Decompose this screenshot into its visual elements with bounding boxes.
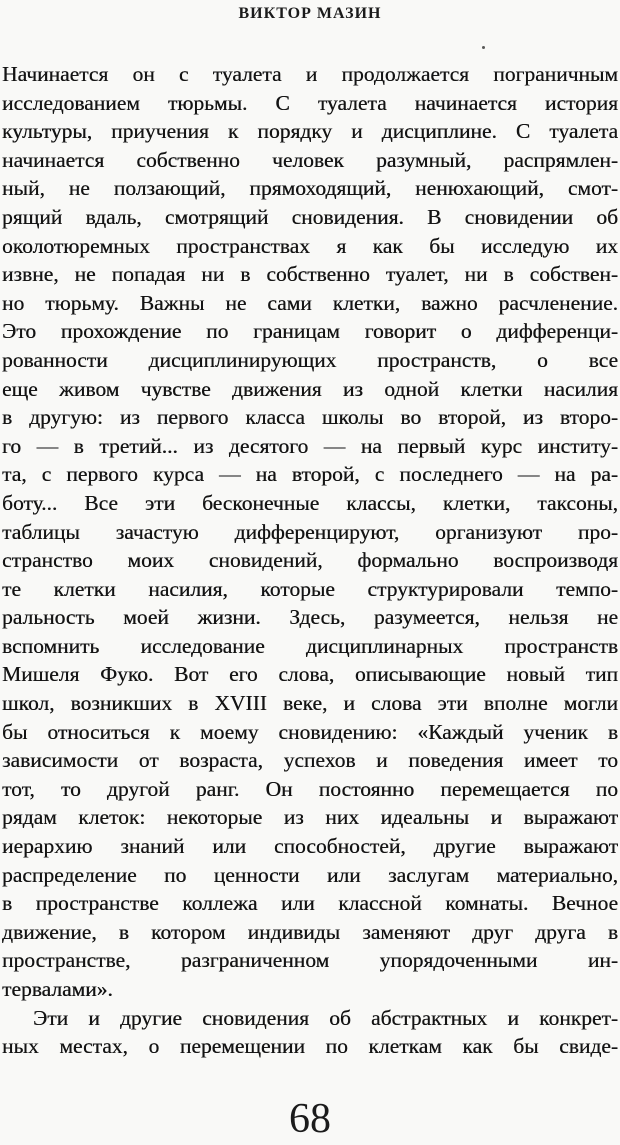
text-line: Это прохождение по границам говорит о дифференци-: [2, 319, 618, 344]
text-line: движение, в котором индивиды заменяют друг друга в: [2, 919, 618, 944]
page-number: 68: [289, 1096, 331, 1142]
text-line: распределение по ценности или заслугам материально,: [2, 862, 618, 887]
text-line: ральность моей жизни. Здесь, разумеется, нельзя не: [2, 605, 618, 630]
text-line: рящий вдаль, смотрящий сновидения. В сновидении об: [2, 204, 618, 229]
text-line: культуры, приучения к порядку и дисциплине. С туалета: [2, 119, 618, 144]
text-line: тервалами».: [2, 977, 113, 1001]
text-line: еще живом чувстве движения из одной клетки насилия: [2, 376, 618, 401]
text-line: го — в третий... из десятого — на первый курс институ-: [2, 433, 618, 458]
text-line: в другую: из первого класса школы во второй, из второ-: [2, 405, 618, 430]
text-line: извне, не попадая ни в собственно туалет, ни в собствен-: [2, 262, 618, 287]
running-header: ВИКТОР МАЗИН: [238, 5, 382, 22]
text-line: боту... Все эти бесконечные классы, клетки, таксоны,: [2, 490, 618, 515]
text-line: зависимости от возраста, успехов и поведения имеет то: [2, 748, 618, 773]
text-line: таблицы зачастую дифференцируют, организуют про-: [2, 519, 618, 544]
text-line: начинается собственно человек разумный, распрямлен-: [2, 147, 618, 172]
text-line: пространстве, разграниченном упорядоченными ин-: [2, 948, 618, 973]
text-line: рядам клеток: некоторые из них идеальны и выражают: [2, 805, 618, 830]
text-line: исследованием тюрьмы. С туалета начинается история: [2, 90, 618, 115]
text-line: иерархию знаний или способностей, другие выражают: [2, 834, 618, 859]
text-line: те клетки насилия, которые структурировали темпо-: [2, 576, 618, 601]
text-line: школ, возникших в XVIII веке, и слова эти вполне могли: [2, 691, 618, 716]
text-line: в пространстве коллежа или классной комнаты. Вечное: [2, 891, 618, 916]
text-line: ный, не ползающий, прямоходящий, ненюхающий, смот-: [2, 176, 618, 201]
text-line: околотюремных пространствах я как бы исследую их: [2, 233, 618, 258]
text-line: та, с первого курса — на второй, с последнего — на ра-: [2, 462, 618, 487]
scan-artifact-dot: [482, 46, 485, 49]
body-text: [0, 60, 620, 1061]
text-line: Мишеля Фуко. Вот его слова, описывающие новый тип: [2, 662, 618, 687]
text-line: Эти и другие сновидения об абстрактных и конкрет-: [33, 1005, 618, 1030]
text-line: вспомнить исследование дисциплинарных пространств: [2, 633, 618, 658]
text-line: странство моих сновидений, формально воспроизводя: [2, 548, 618, 573]
text-line: тот, то другой ранг. Он постоянно перемещается по: [2, 776, 618, 801]
text-line: Начинается он с туалета и продолжается пограничным: [2, 62, 618, 86]
text-line: но тюрьму. Важны не сами клетки, важно расчленение.: [2, 290, 618, 315]
text-line: бы относиться к моему сновидению: «Каждый ученик в: [2, 719, 618, 744]
text-line: ных местах, о перемещении по клеткам как бы свиде-: [2, 1034, 618, 1059]
text-line: рованности дисциплинирующих пространств, о все: [2, 347, 618, 372]
